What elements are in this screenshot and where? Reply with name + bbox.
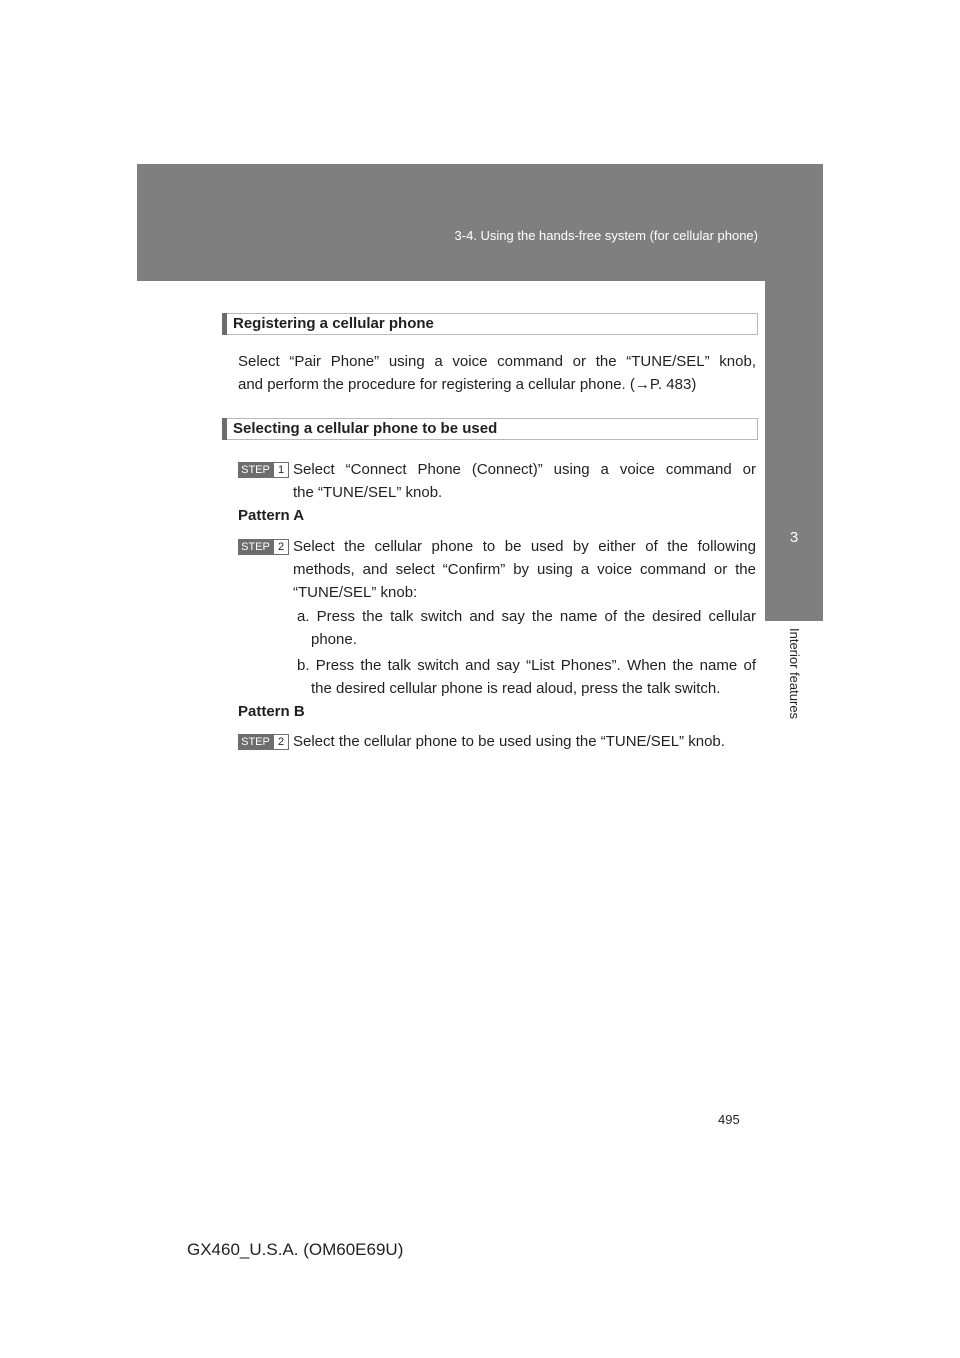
heading-marker bbox=[222, 313, 227, 335]
step-word: STEP bbox=[238, 539, 273, 555]
section-heading-register bbox=[222, 313, 758, 335]
item-b-line-1: b. Press the talk switch and say “List Phones”. When the name of bbox=[297, 657, 756, 674]
step-2a-badge bbox=[238, 539, 289, 555]
chapter-label: Interior features bbox=[787, 628, 802, 720]
chapter-section-title: 3-4. Using the hands-free system (for cellular phone) bbox=[454, 228, 758, 243]
page-number: 495 bbox=[718, 1112, 740, 1127]
item-a-line-2: phone. bbox=[311, 631, 357, 648]
pattern-b-label: Pattern B bbox=[238, 703, 305, 720]
chapter-header-band bbox=[137, 164, 823, 281]
section-heading-select bbox=[222, 418, 758, 440]
chapter-side-tab bbox=[765, 281, 823, 621]
heading-marker bbox=[222, 418, 227, 440]
step-word: STEP bbox=[238, 462, 273, 478]
step-number: 1 bbox=[273, 462, 289, 478]
pattern-a-label: Pattern A bbox=[238, 507, 305, 524]
chapter-number: 3 bbox=[789, 529, 799, 546]
step-number: 2 bbox=[273, 539, 289, 555]
step-word: STEP bbox=[238, 734, 273, 750]
step-number: 2 bbox=[273, 734, 289, 750]
item-a-line-1: a. Press the talk switch and say the name of the desired cellular bbox=[297, 608, 756, 625]
step-2a-line-3: “TUNE/SEL” knob: bbox=[293, 584, 418, 601]
document-code: GX460_U.S.A. (OM60E69U) bbox=[187, 1240, 404, 1259]
step-1-badge bbox=[238, 462, 289, 478]
chapter-label-wrap bbox=[765, 628, 823, 738]
step-1-line-1: Select “Connect Phone (Connect)” using a voice command or bbox=[293, 461, 756, 478]
item-b-line-2: the desired cellular phone is read aloud, press the talk switch. bbox=[311, 680, 721, 697]
step-2b-badge bbox=[238, 734, 289, 750]
section-heading-text: Registering a cellular phone bbox=[233, 315, 434, 332]
step-1-line-2: the “TUNE/SEL” knob. bbox=[293, 484, 443, 501]
step-2a-line-2: methods, and select “Confirm” by using a voice command or the bbox=[293, 561, 756, 578]
step-2b-line-1: Select the cellular phone to be used using the “TUNE/SEL” knob. bbox=[293, 733, 725, 750]
section-heading-text: Selecting a cellular phone to be used bbox=[233, 420, 498, 437]
register-line-2: and perform the procedure for registering a cellular phone. (→P. 483) bbox=[238, 376, 697, 393]
step-2a-line-1: Select the cellular phone to be used by either of the following bbox=[293, 538, 756, 555]
register-line-1: Select “Pair Phone” using a voice command or the “TUNE/SEL” knob, bbox=[238, 353, 756, 370]
